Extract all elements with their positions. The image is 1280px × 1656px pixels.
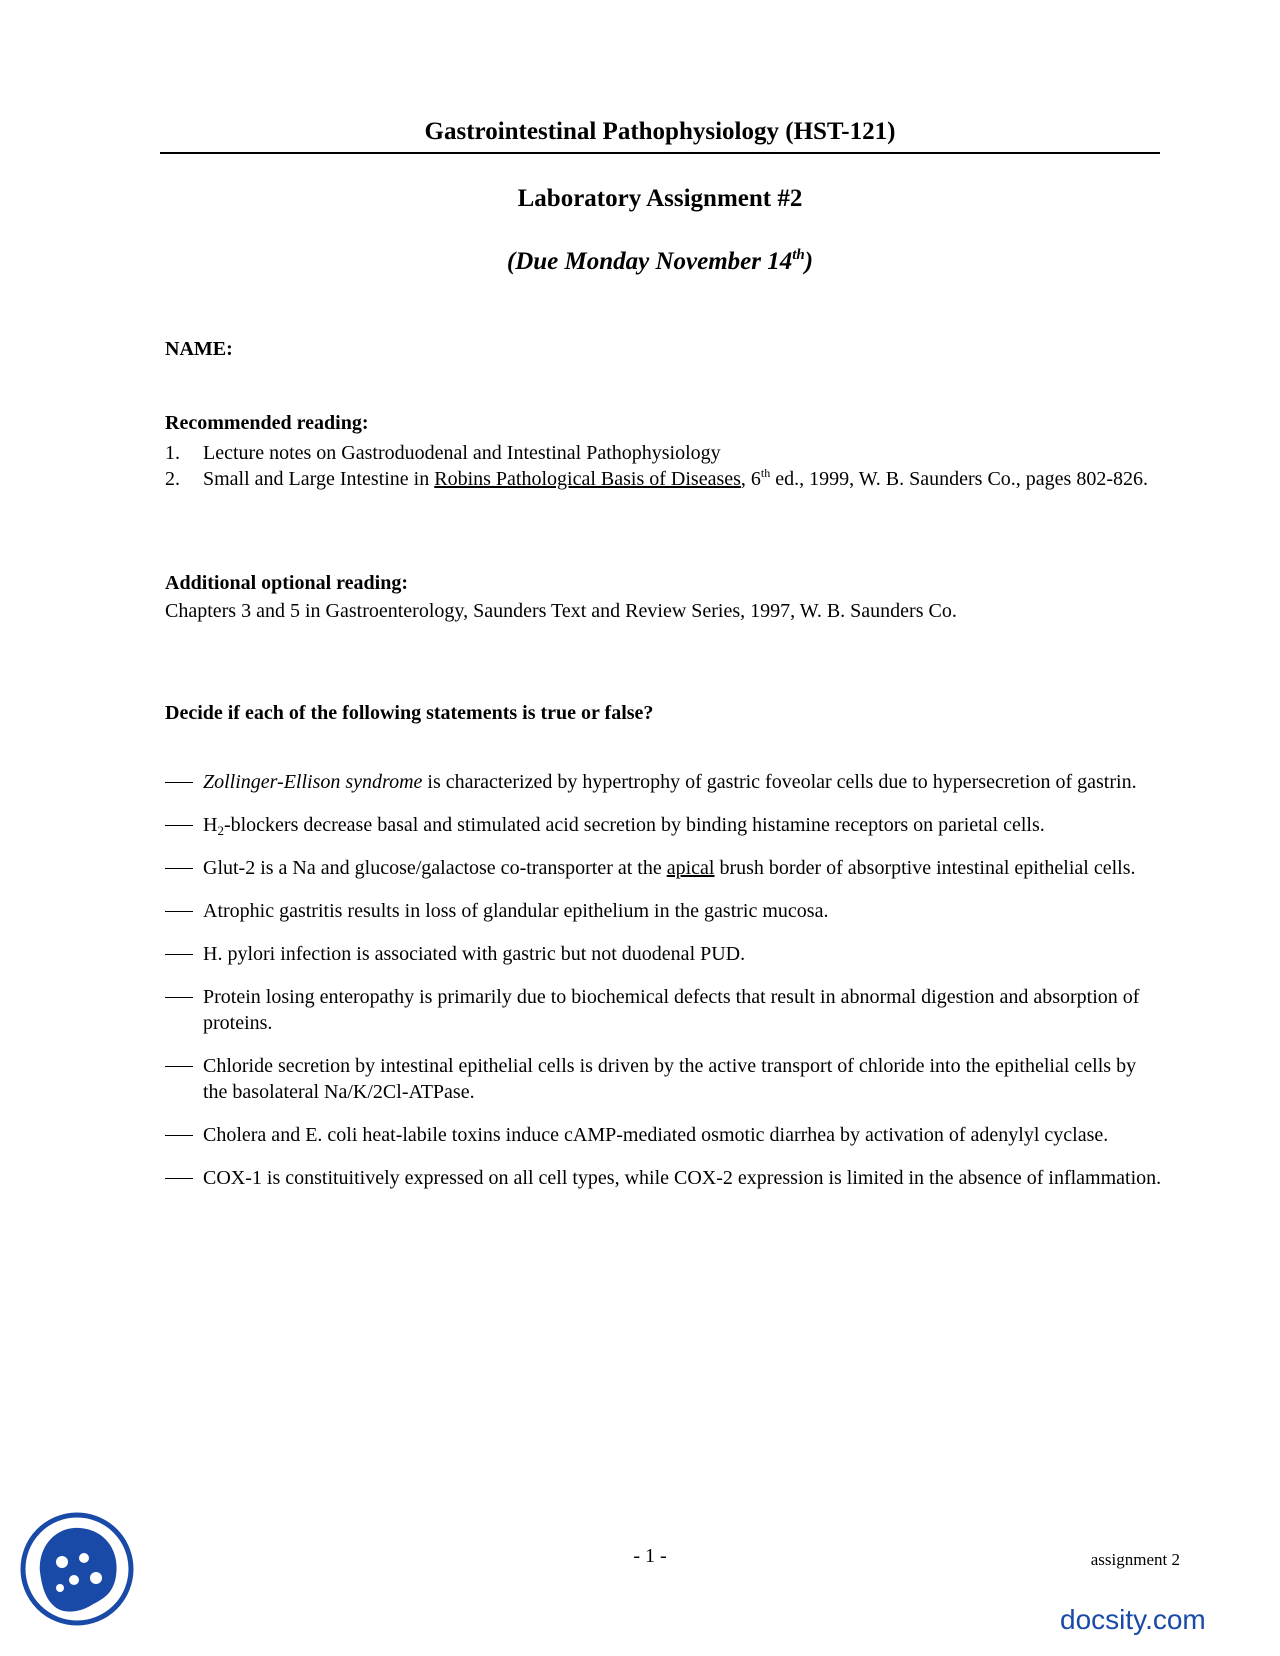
answer-blank <box>165 911 193 912</box>
statement-item <box>165 1122 1165 1148</box>
answer-blank <box>165 868 193 869</box>
statement-list <box>165 769 1165 1208</box>
recommended-reading-list <box>165 440 1165 492</box>
statement-text: is characterized by hypertrophy of gastric foveolar cells due to hypersecretion of gastrin. <box>422 771 1137 793</box>
due-date-suffix: ) <box>804 248 814 275</box>
statement-item <box>165 898 1165 924</box>
recommended-reading-heading: Recommended reading: <box>165 412 369 434</box>
name-label: NAME: <box>165 338 233 360</box>
list-item-text-post: ed., 1999, W. B. Saunders Co., pages 802-826. <box>770 468 1148 490</box>
optional-reading-text: Chapters 3 and 5 in Gastroenterology, Saunders Text and Review Series, 1997, W. B. Saunders Co. <box>165 600 957 622</box>
statement-italic-term: Zollinger-Ellison syndrome <box>203 771 423 793</box>
statement-item <box>165 1165 1165 1191</box>
list-item-text-mid: , 6 <box>740 468 761 490</box>
answer-blank <box>165 825 193 826</box>
optional-reading-heading: Additional optional reading: <box>165 572 409 594</box>
statement-text: COX-1 is constituitively expressed on all cell types, while COX-2 expression is limited in the absence of inflammation. <box>203 1167 1162 1189</box>
list-item <box>165 440 1165 466</box>
page-number: - 1 - <box>633 1545 667 1567</box>
docsity-logo-icon <box>18 1510 136 1628</box>
list-item <box>165 466 1165 492</box>
statement-text-post: brush border of absorptive intestinal epithelial cells. <box>714 857 1136 879</box>
book-title: Robins Pathological Basis of Diseases <box>434 468 741 490</box>
statement-subscript: 2 <box>217 823 224 838</box>
statement-text-pre: Glut-2 is a Na and glucose/galactose co-transporter at the <box>203 857 667 879</box>
statement-text: Protein losing enteropathy is primarily due to biochemical defects that result in abnormal digestion and absorption of proteins. <box>203 986 1140 1034</box>
true-false-question: Decide if each of the following statements is true or false? <box>165 702 654 724</box>
docsity-watermark[interactable]: docsity.com <box>1060 1604 1206 1635</box>
statement-item <box>165 812 1165 838</box>
statement-item <box>165 855 1165 881</box>
assignment-title: Laboratory Assignment #2 <box>517 185 803 212</box>
answer-blank <box>165 954 193 955</box>
statement-item <box>165 941 1165 967</box>
list-number: 1. <box>165 442 180 464</box>
footer-label: assignment 2 <box>1090 1550 1180 1569</box>
due-date-prefix: (Due Monday November 14 <box>506 248 793 275</box>
statement-text: Cholera and E. coli heat-labile toxins induce cAMP-mediated osmotic diarrhea by activation of adenylyl cyclase. <box>203 1124 1109 1146</box>
list-item-text: Lecture notes on Gastroduodenal and Intestinal Pathophysiology <box>203 442 721 464</box>
list-item-text-pre: Small and Large Intestine in <box>203 468 435 490</box>
due-date-superscript: th <box>792 247 805 263</box>
answer-blank <box>165 1135 193 1136</box>
statement-text: Atrophic gastritis results in loss of glandular epithelium in the gastric mucosa. <box>203 900 829 922</box>
statement-item <box>165 984 1165 1036</box>
statement-text: -blockers decrease basal and stimulated acid secretion by binding histamine receptors on parietal cells. <box>223 814 1045 836</box>
statement-underlined-term: apical <box>666 857 715 879</box>
list-number: 2. <box>165 468 180 490</box>
answer-blank <box>165 997 193 998</box>
statement-text-pre: H <box>203 814 218 836</box>
statement-text: Chloride secretion by intestinal epithelial cells is driven by the active transport of chloride into the epithelial cells by the basolateral Na/K/2Cl-ATPase. <box>203 1055 1137 1103</box>
course-title: Gastrointestinal Pathophysiology (HST-121) <box>424 118 896 145</box>
statement-item <box>165 1053 1165 1105</box>
title-divider <box>160 152 1160 154</box>
statement-item <box>165 769 1165 795</box>
answer-blank <box>165 1066 193 1067</box>
statement-text: H. pylori infection is associated with gastric but not duodenal PUD. <box>203 943 746 965</box>
answer-blank <box>165 1178 193 1179</box>
edition-superscript: th <box>760 466 771 480</box>
due-date <box>160 248 1160 276</box>
answer-blank <box>165 782 193 783</box>
